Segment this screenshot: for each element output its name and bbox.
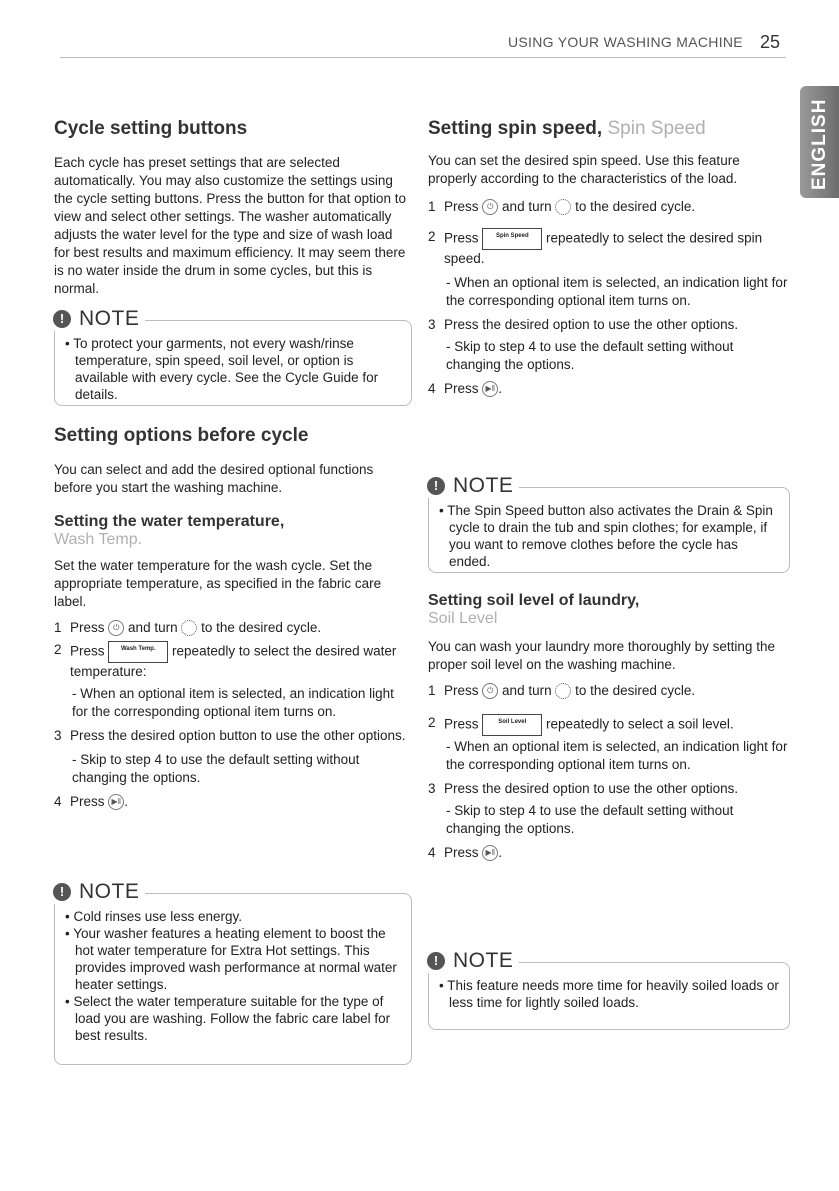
power-icon: ⏻ [108, 620, 124, 636]
note-item: • To protect your garments, not every wash/rinse temperature, spin speed, soil level, or option is available with every cycle. See the Cycle Guide for details. [65, 336, 379, 402]
right-column [428, 118, 788, 398]
start-pause-icon: ▶‖ [108, 794, 124, 810]
soil-level-key: Soil Level [482, 714, 542, 736]
step-2: 2 Press Wash Temp. repeatedly to select the desired water temperature: [54, 642, 397, 679]
note-icon: ! [427, 952, 445, 970]
language-tab: ENGLISH [800, 86, 839, 198]
dial-icon [181, 620, 197, 636]
soil-step-3: 3 Press the desired option to use the other options. [428, 781, 739, 796]
temp-subheading: Wash Temp. [54, 531, 143, 548]
power-icon: ⏻ [482, 683, 498, 699]
header-title: USING YOUR WASHING MACHINE [508, 34, 743, 50]
spin-speed-key: Spin Speed [482, 228, 542, 250]
soil-step-3-sub: - Skip to step 4 to use the default setting without changing the options. [446, 803, 734, 836]
power-icon: ⏻ [482, 199, 498, 215]
spin-step-1: 1 Press ⏻ and turn to the desired cycle. [428, 199, 696, 214]
spin-step-3-sub: - Skip to step 4 to use the default setting without changing the options. [446, 339, 734, 372]
soil-step-1: 1 Press ⏻ and turn to the desired cycle. [428, 683, 696, 698]
note-item: • The Spin Speed button also activates the Drain & Spin cycle to drain the tub and spin clothes; for example, if you want to remove clothes before the cycle has ended. [439, 503, 773, 569]
note-icon: ! [53, 883, 71, 901]
start-pause-icon: ▶‖ [482, 845, 498, 861]
soil-step-4: 4 Press ▶‖ . [428, 845, 503, 860]
soil-step-2-sub: - When an optional item is selected, an indication light for the corresponding optional item turns on. [446, 739, 788, 772]
dial-icon [555, 199, 571, 215]
soil-step-2: 2 Press Soil Level repeatedly to select a soil level. [428, 714, 788, 736]
dial-icon [555, 683, 571, 699]
cycle-text: Each cycle has preset settings that are selected automatically. You may also customize the settings using the cycle setting buttons. Press the button for that option to view and select other settings. The washer automatically adjusts the water level for the type and size of wash load for best results and maximum efficiency. It may seem there is no water inside the drum in some cycles, but this is normal. [54, 155, 406, 296]
note-box-1: ! NOTE • To protect your garments, not every wash/rinse temperature, spin speed, soil level, or option is available with every cycle. See the Cycle Guide for details. [54, 320, 412, 406]
temp-heading: Setting the water temperature, [54, 513, 285, 530]
soil-heading: Setting soil level of laundry, [428, 592, 640, 609]
spin-heading: Setting spin speed, Spin Speed [428, 118, 706, 139]
step-3: 3 Press the desired option button to use the other options. [54, 728, 406, 743]
note-item: • Cold rinses use less energy. [65, 909, 243, 924]
options-heading: Setting options before cycle [54, 425, 309, 446]
spin-text: You can set the desired spin speed. Use this feature properly according to the characteristics of the load. [428, 153, 740, 186]
soil-text: You can wash your laundry more thoroughly by setting the proper soil level on the washing machine. [428, 639, 775, 672]
note-box-2: ! NOTE • Cold rinses use less energy. • Your washer features a heating element to boost the hot water temperature for Extra Hot settings. This provides improved wash performance at normal water heater settings. • Select the water temperature suitable for the type of load you are washing. Follow the fabric care label for best results. [54, 893, 412, 1065]
temp-text: Set the water temperature for the wash cycle. Set the appropriate temperature, as specified in the fabric care label. [54, 558, 382, 609]
options-text: You can select and add the desired optional functions before you start the washing machine. [54, 462, 374, 495]
wash-temp-key: Wash Temp. [108, 641, 168, 663]
spin-step-2-sub: - When an optional item is selected, an indication light for the corresponding optional item turns on. [446, 275, 788, 308]
page-number: 25 [760, 32, 781, 52]
note-item: • This feature needs more time for heavily soiled loads or less time for lightly soiled loads. [439, 978, 779, 1010]
left-column [54, 118, 409, 298]
step-1: 1 Press ⏻ and turn to the desired cycle. [54, 620, 322, 635]
note-icon: ! [427, 477, 445, 495]
soil-subheading: Soil Level [428, 610, 498, 627]
note-item: • Select the water temperature suitable for the type of load you are washing. Follow the fabric care label for best results. [65, 994, 391, 1043]
cycle-heading: Cycle setting buttons [54, 118, 248, 139]
note-box-4: ! NOTE • This feature needs more time for heavily soiled loads or less time for lightly soiled loads. [428, 962, 790, 1030]
spin-step-4: 4 Press ▶‖ . [428, 381, 503, 396]
header-rule [60, 57, 786, 58]
step-2-sub: - When an optional item is selected, an indication light for the corresponding optional item turns on. [72, 686, 394, 719]
spin-step-3: 3 Press the desired option to use the other options. [428, 317, 739, 332]
spin-step-2: 2 Press Spin Speed repeatedly to select the desired spin speed. [428, 229, 763, 266]
start-pause-icon: ▶‖ [482, 381, 498, 397]
step-4: 4 Press ▶‖ . [54, 794, 129, 809]
note-icon: ! [53, 310, 71, 328]
note-box-3: ! NOTE • The Spin Speed button also activates the Drain & Spin cycle to drain the tub and spin clothes; for example, if you want to remove clothes before the cycle has ended. [428, 487, 790, 573]
step-3-sub: - Skip to step 4 to use the default setting without changing the options. [72, 752, 360, 785]
note-item: • Your washer features a heating element to boost the hot water temperature for Extra Hot settings. This provides improved wash performance at normal water heater settings. [65, 926, 397, 992]
